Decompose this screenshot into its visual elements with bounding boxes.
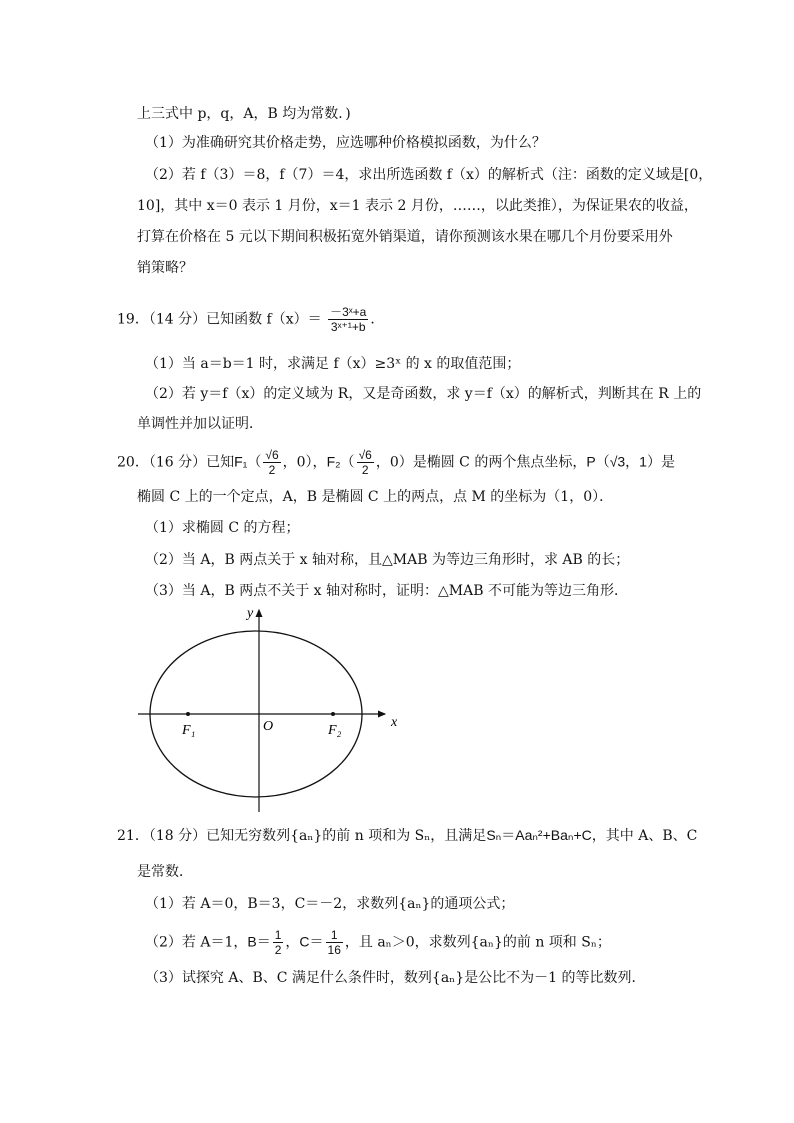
text-line: （2）若 f（3）＝8，f（7）＝4，求出所选函数 f（x）的解析式（注：函数的定义域是[0， xyxy=(145,167,713,183)
text-line: （2）当 A，B 两点关于 x 轴对称，且△MAB 为等边三角形时，求 AB 的长； xyxy=(145,552,630,568)
text-line: 上三式中 p，q，A，B 均为常数．) xyxy=(137,106,351,122)
text-line: （1）求椭圆 C 的方程； xyxy=(145,520,300,536)
focus-f1-point xyxy=(186,712,190,716)
problem-19-lead: 19．（14 分）已知函数 f（x）＝ xyxy=(117,311,322,328)
fraction-denominator: 16 xyxy=(327,943,341,957)
point-p-label: P（√3，1）是 xyxy=(586,453,675,470)
focus-f2-fraction xyxy=(357,448,374,477)
problem-20-heading xyxy=(117,448,675,477)
sum-formula: Sₙ＝Aaₙ²+Baₙ+C xyxy=(486,827,592,843)
fraction-denominator: 2 xyxy=(274,943,282,957)
focus-f2-label: F₂（ xyxy=(326,453,355,470)
text-line: 单调性并加以证明． xyxy=(137,416,263,432)
text-line: （3）试探究 A、B、C 满足什么条件时，数列{aₙ}是公比不为－1 的等比数列． xyxy=(145,970,646,986)
problem-19-fraction xyxy=(328,305,368,334)
b-fraction xyxy=(273,928,284,957)
fraction-denominator: 2 xyxy=(268,463,276,477)
text-line: 销策略？ xyxy=(137,260,193,276)
ellipse-figure xyxy=(130,600,410,815)
problem-21-tail: ，其中 A、B、C xyxy=(591,828,698,844)
fraction-denominator: 3ˣ⁺¹+b xyxy=(330,320,366,334)
fraction-numerator: －3ˣ+a xyxy=(330,305,367,319)
c-fraction xyxy=(326,928,343,957)
origin-label: O xyxy=(263,719,274,734)
problem-19-heading: 19．（14 分）已知函数 f（x）＝ $\frac{\text{－3ˣ+a}}{\text{3ˣ⁺¹+b}}$ ． xyxy=(117,305,385,334)
text-line: 10]，其中 x＝0 表示 1 月份，x＝1 表示 2 月份，……，以此类推），为保证果农的收益， xyxy=(137,198,698,214)
y-axis-label: y xyxy=(247,606,254,621)
f1-label: F₁ xyxy=(182,723,196,738)
fraction-denominator: 2 xyxy=(361,463,369,477)
focus-f1-fraction xyxy=(263,448,280,477)
b-label: B＝ xyxy=(247,933,271,950)
text-line: （3）当 A，B 两点不关于 x 轴对称时，证明：△MAB 不可能为等边三角形． xyxy=(145,583,628,599)
text-line: （2）若 y＝f（x）的定义域为 R，又是奇函数，求 y＝f（x）的解析式，判断其在 R 上的 xyxy=(145,386,702,402)
focus-f1-label: F₁（ xyxy=(234,453,262,470)
c-label: ，C＝ xyxy=(285,933,324,950)
text-line: （1）为准确研究其价格走势，应选哪种价格模拟函数，为什么？ xyxy=(145,135,546,151)
fraction-numerator: √6 xyxy=(265,448,279,462)
f2-label: F₂ xyxy=(328,723,342,738)
problem-21-lead: 21．（18 分）已知无穷数列{aₙ}的前 n 项和为 Sₙ，且满足 xyxy=(117,828,487,844)
focus-f2-point xyxy=(331,712,335,716)
focus-f1-tail: ，0）， xyxy=(282,454,327,471)
text-line: 打算在价格在 5 元以下期间积极拓宽外销渠道，请你预测该水果在哪几个月份要采用外 xyxy=(137,229,673,245)
text-line: （1）当 a＝b＝1 时，求满足 f（x）≥3ˣ 的 x 的取值范围； xyxy=(145,356,521,372)
fraction-numerator: √6 xyxy=(358,448,372,462)
x-axis-label: x xyxy=(391,715,398,730)
fraction-numerator: 1 xyxy=(274,928,282,942)
problem-21-heading xyxy=(117,825,697,846)
fraction-numerator: 1 xyxy=(326,928,343,943)
text-line: （1）若 A＝0，B＝3，C＝－2，求数列{aₙ}的通项公式； xyxy=(145,896,515,912)
problem-21-part-2 xyxy=(145,928,611,957)
part2-tail: ，且 aₙ＞0，求数列{aₙ}的前 n 项和 Sₙ； xyxy=(344,934,611,951)
text-line: 椭圆 C 上的一个定点，A，B 是椭圆 C 上的两点，点 M 的坐标为（1，0）． xyxy=(137,489,614,505)
text-line: 是常数． xyxy=(137,864,193,880)
part2-lead: （2）若 A＝1， xyxy=(145,934,248,951)
problem-20-lead: 20．（16 分）已知 xyxy=(117,454,235,471)
focus-f2-tail: ，0）是椭圆 C 的两个焦点坐标， xyxy=(375,454,587,471)
